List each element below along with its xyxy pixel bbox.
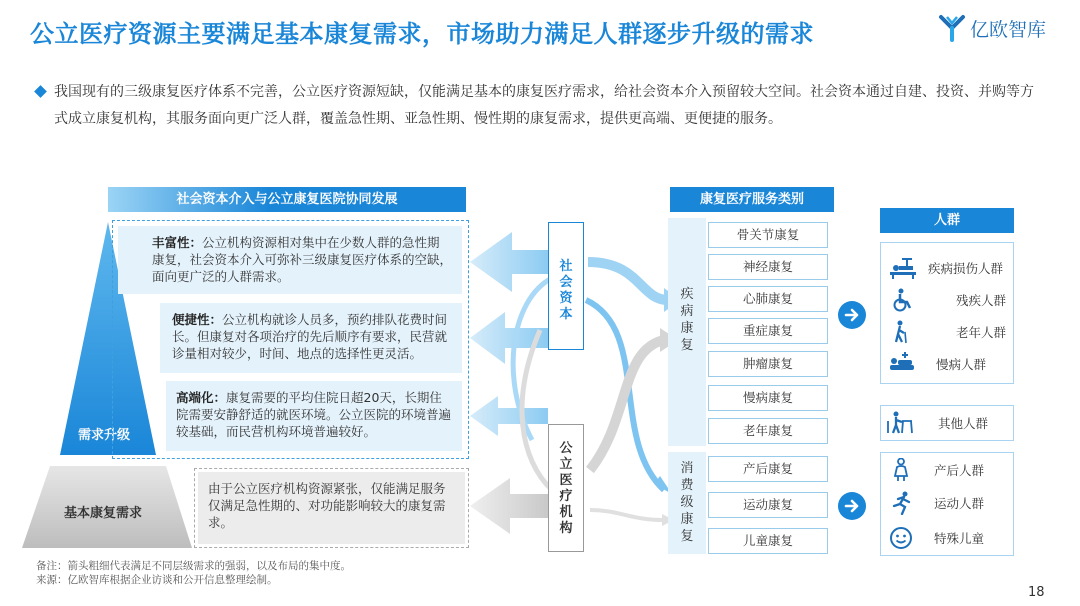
postpartum-woman-icon: [888, 458, 918, 482]
footnote-remark: 备注：箭头粗细代表满足不同层级需求的强弱，以及布局的集中度。: [36, 560, 351, 572]
service-item: 神经康复: [708, 254, 828, 280]
curve-public-to-consumer: [590, 510, 664, 520]
population-item: 运动人群: [888, 491, 984, 515]
category-disease: 疾病康复: [668, 218, 706, 446]
pyramid-top-label: 需求升级: [78, 428, 131, 443]
population-header: 人群: [880, 208, 1014, 233]
population-item: 疾病损伤人群: [888, 256, 1003, 280]
pyramid-bottom-label: 基本康复需求: [64, 506, 143, 521]
injured-person-icon: [888, 256, 918, 280]
runner-icon: [888, 491, 918, 515]
feature-title: 高端化：: [176, 390, 227, 405]
category-consumer: 消费级康复: [668, 452, 706, 554]
wheelchair-icon: [888, 288, 918, 312]
population-item: 慢病人群: [888, 352, 986, 376]
service-item: 重症康复: [708, 318, 828, 344]
public-institution-label: 公立医疗机构: [548, 424, 584, 552]
social-capital-label: 社会资本: [548, 222, 584, 350]
curve-social-to-disease: [588, 262, 668, 300]
arrow-left-basic: [470, 478, 548, 534]
feature-text: 公立机构资源相对集中在少数人群的急性期康复，社会资本介入可弥补三级康复医疗体系的空缺，面向更广泛的人群需求。: [152, 235, 453, 284]
child-face-icon: [888, 526, 918, 550]
arrow-right-circle-icon: [838, 301, 866, 329]
services-header: 康复医疗服务类别: [670, 187, 834, 212]
page-title: 公立医疗资源主要满足基本康复需求，市场助力满足人群逐步升级的需求: [30, 20, 814, 48]
intro-text: 我国现有的三级康复医疗体系不完善，公立医疗资源短缺，仅能满足基本的康复医疗需求，给社会资本介入预留较大空间。社会资本通过自建、投资、并购等方式成立康复机构，其服务面向更广泛人群，覆盖急性期、亚急性期、慢性期的康复需求，提供更高端、更便捷的服务。: [54, 84, 1034, 127]
footnote-source: 来源：亿欧智库根据企业访谈和公开信息整理绘制。: [36, 574, 278, 586]
walker-person-icon: [886, 411, 916, 435]
left-section-header: 社会资本介入与公立康复医院协同发展: [108, 187, 466, 212]
service-item: 骨关节康复: [708, 222, 828, 248]
service-item: 运动康复: [708, 492, 828, 518]
elderly-cane-icon: [888, 320, 918, 344]
population-item: 其他人群: [886, 411, 988, 435]
arrow-left-premium: [470, 396, 548, 436]
service-item: 产后康复: [708, 456, 828, 482]
arrow-right-circle-icon: [838, 492, 866, 520]
feature-text: 公立机构就诊人员多，预约排队花费时间长。但康复对各项治疗的先后顺序有要求，民营就诊量相对较少，时间、地点的选择性更灵活。: [172, 312, 448, 361]
feature-title: 便捷性：: [172, 312, 223, 327]
arrow-left-richness: [470, 232, 548, 292]
logo-text: 亿欧智库: [970, 18, 1047, 41]
service-item: 儿童康复: [708, 528, 828, 554]
feature-text: 康复需要的平均住院日超20天，长期住院需要安静舒适的就医环境。公立医院的环境普遍较基础，而民营机构环境普遍较好。: [176, 390, 452, 439]
service-item: 慢病康复: [708, 385, 828, 411]
lying-patient-icon: [888, 352, 918, 376]
feature-title: 丰富性：: [152, 235, 203, 250]
basic-box-text: 由于公立医疗机构资源紧张，仅能满足服务仅满足急性期的、对功能影响较大的康复需求。: [208, 481, 446, 530]
population-item: 特殊儿童: [888, 526, 984, 550]
population-item: 产后人群: [888, 458, 984, 482]
population-item: 老年人群: [888, 320, 1006, 344]
page-number: 18: [1028, 585, 1045, 600]
population-item: 残疾人群: [888, 288, 1006, 312]
service-item: 老年康复: [708, 418, 828, 444]
service-item: 心肺康复: [708, 286, 828, 312]
service-item: 肿瘤康复: [708, 351, 828, 377]
